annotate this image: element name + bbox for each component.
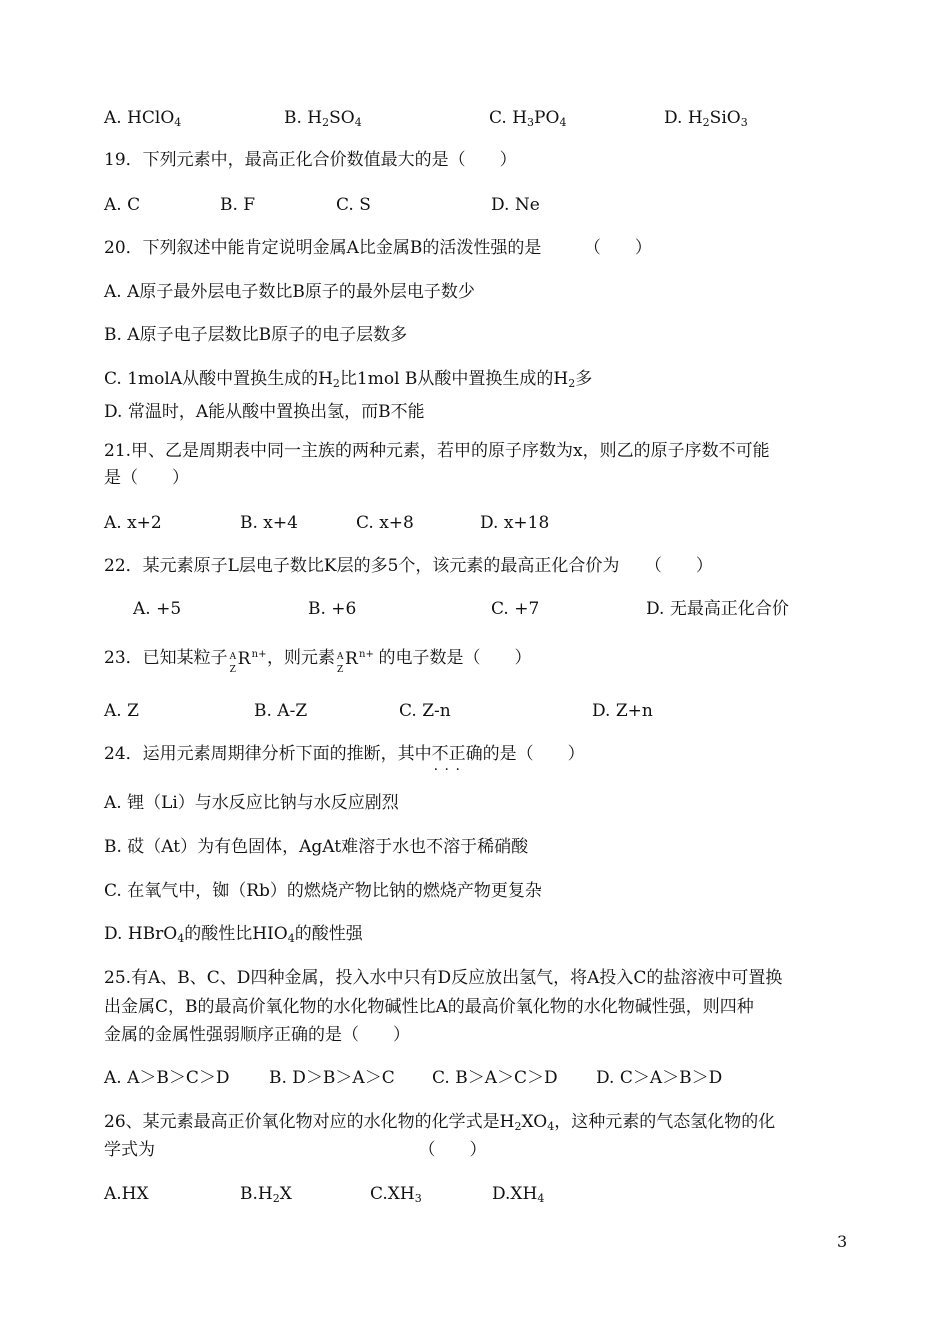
q20-stem: 20．下列叙述中能肯定说明金属A比金属B的活泼性强的是 （ ） bbox=[104, 238, 652, 258]
nuclide-symbol: A Z R n+ bbox=[337, 648, 374, 675]
q21-stem-line2: 是（ ） bbox=[104, 468, 189, 488]
q25-option-b: B. D＞B＞A＞C bbox=[269, 1068, 395, 1088]
q21-option-a: A. x+2 bbox=[104, 513, 162, 533]
q26-stem-line2: 学式为 （ ） bbox=[104, 1140, 487, 1160]
q19-option-d: D. Ne bbox=[491, 195, 540, 215]
q24-option-a: A. 锂（Li）与水反应比钠与水反应剧烈 bbox=[104, 793, 399, 813]
q26-option-b: $B.H_2X$ bbox=[240, 1184, 292, 1205]
q22-option-b: B. +6 bbox=[308, 599, 357, 619]
q22-option-a: A. +5 bbox=[133, 599, 182, 619]
q20-option-a: A. A原子最外层电子数比B原子的最外层电子数少 bbox=[104, 282, 475, 302]
q19-option-a: A. C bbox=[104, 195, 141, 215]
q25-stem-line1: 25.有A、B、C、D四种金属，投入水中只有D反应放出氢气，将A投入C的盐溶液中可置换 bbox=[104, 968, 783, 988]
q23-option-a: A. Z bbox=[104, 701, 139, 721]
q19-option-b: B. F bbox=[220, 195, 256, 215]
q22-option-c: C. +7 bbox=[491, 599, 540, 619]
q22-stem: 22．某元素原子L层电子数比K层的多5个，该元素的最高正化合价为 （ ） bbox=[104, 556, 713, 576]
q19-stem: 19．下列元素中，最高正化合价数值最大的是（ ） bbox=[104, 150, 517, 170]
q23-option-c: C. Z-n bbox=[399, 701, 451, 721]
q25-stem-line3: 金属的金属性强弱顺序正确的是（ ） bbox=[104, 1025, 410, 1045]
nuclide-symbol: A Z R n+ bbox=[229, 648, 267, 675]
q20-option-b: B. A原子电子层数比B原子的电子层数多 bbox=[104, 325, 408, 345]
q26-option-c: $C.XH_3$ bbox=[370, 1184, 422, 1205]
q25-option-a: A. A＞B＞C＞D bbox=[104, 1068, 230, 1088]
q21-stem-line1: 21.甲、乙是周期表中同一主族的两种元素，若甲的原子序数为x，则乙的原子序数不可能 bbox=[104, 441, 770, 461]
q21-option-b: B. x+4 bbox=[240, 513, 298, 533]
q20-option-d: D. 常温时，A能从酸中置换出氢，而B不能 bbox=[104, 402, 425, 422]
q25-option-d: D. C＞A＞B＞D bbox=[596, 1068, 723, 1088]
q23-option-d: D. Z+n bbox=[592, 701, 653, 721]
q24-option-c: C. 在氧气中，铷（Rb）的燃烧产物比钠的燃烧产物更复杂 bbox=[104, 881, 542, 901]
q18-option-a: A. HClO$_4$ bbox=[104, 108, 182, 129]
q25-option-c: C. B＞A＞C＞D bbox=[432, 1068, 558, 1088]
q24-option-d: D. HBrO$_4$的酸性比$HIO_4$的酸性强 bbox=[104, 924, 363, 945]
q23-stem: 23．已知某粒子 A Z R n+ ，则元素 A Z R n+ 的电子数是（ ） bbox=[104, 648, 532, 675]
q18-option-d: D. $H_2SiO_3$ bbox=[664, 108, 748, 129]
emphasis-dots: 不正确 · · · bbox=[432, 744, 483, 764]
q26-option-d: $D.XH_4$ bbox=[492, 1184, 545, 1205]
q21-option-d: D. x+18 bbox=[480, 513, 550, 533]
q24-stem: 24．运用元素周期律分析下面的推断，其中不正确 · · ·的是（ ） bbox=[104, 742, 585, 766]
q26-option-a: A.HX bbox=[104, 1184, 149, 1204]
q24-option-b: B. 砹（At）为有色固体，AgAt难溶于水也不溶于稀硝酸 bbox=[104, 837, 529, 857]
q21-option-c: C. x+8 bbox=[356, 513, 414, 533]
q26-stem-line1: 26、某元素最高正价氧化物对应的水化物的化学式是$H_2XO_4$，这种元素的气态氢化物的化 bbox=[104, 1112, 776, 1133]
q18-option-c: C. $H_3PO_4$ bbox=[489, 108, 567, 129]
q19-option-c: C. S bbox=[336, 195, 371, 215]
q23-option-b: B. A-Z bbox=[254, 701, 308, 721]
q22-option-d: D. 无最高正化合价 bbox=[646, 599, 789, 619]
q18-option-b: B. $H_2SO_4$ bbox=[284, 108, 362, 129]
page-number: 3 bbox=[837, 1232, 848, 1251]
q20-option-c: C. 1molA从酸中置换生成的$H_2$比1mol B从酸中置换生成的$H_2$多 bbox=[104, 369, 593, 390]
q25-stem-line2: 出金属C，B的最高价氧化物的水化物碱性比A的最高价氧化物的水化物碱性强，则四种 bbox=[104, 997, 754, 1017]
